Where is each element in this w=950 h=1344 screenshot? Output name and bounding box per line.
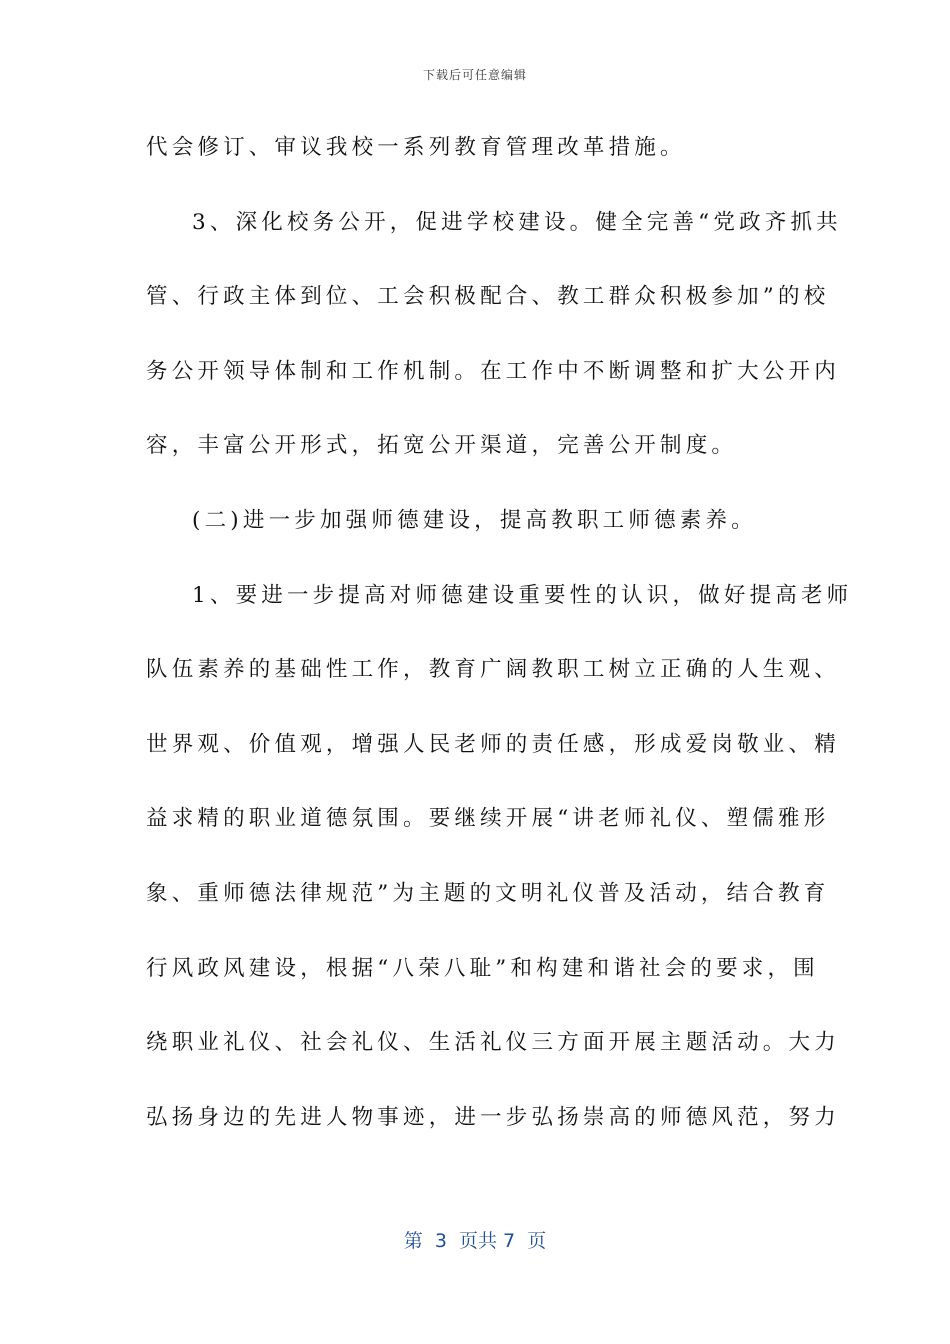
section-heading: (二)进一步加强师德建设，提高教职工师德素养。 xyxy=(192,507,757,533)
page-number-footer: 第 3 页共 7 页 xyxy=(403,1230,547,1252)
text-line: 容，丰富公开形式，拓宽公开渠道，完善公开制度。 xyxy=(146,433,738,459)
text-line: 队伍素养的基础性工作，教育广阔教职工树立正确的人生观、 xyxy=(146,657,840,683)
text-line: 世界观、价值观，增强人民老师的责任感，形成爱岗敬业、精 xyxy=(146,731,840,757)
text-line: 3、深化校务公开，促进学校建设。健全完善“党政齐抓共 xyxy=(192,209,842,235)
text-line: 益求精的职业道德氛围。要继续开展“讲老师礼仪、塑儒雅形 xyxy=(146,806,830,832)
text-line: 弘扬身边的先进人物事迹，进一步弘扬崇高的师德风范，努力 xyxy=(146,1104,840,1130)
document-body xyxy=(146,124,853,1168)
text-line: 务公开领导体制和工作机制。在工作中不断调整和扩大公开内 xyxy=(146,358,840,384)
page-header: 下载后可任意编辑 xyxy=(422,68,527,82)
text-line: 行风政风建设，根据“八荣八耻”和构建和谐社会的要求，围 xyxy=(146,955,819,981)
text-line: 代会修订、审议我校一系列教育管理改革措施。 xyxy=(146,135,686,160)
text-line: 管、行政主体到位、工会积极配合、教工群众积极参加”的校 xyxy=(146,284,830,310)
text-line: 绕职业礼仪、社会礼仪、生活礼仪三方面开展主题活动。大力 xyxy=(146,1030,840,1056)
text-line: 象、重师德法律规范”为主题的文明礼仪普及活动，结合教育 xyxy=(146,880,830,906)
text-line: 1、要进一步提高对师德建设重要性的认识，做好提高老师 xyxy=(192,582,853,608)
